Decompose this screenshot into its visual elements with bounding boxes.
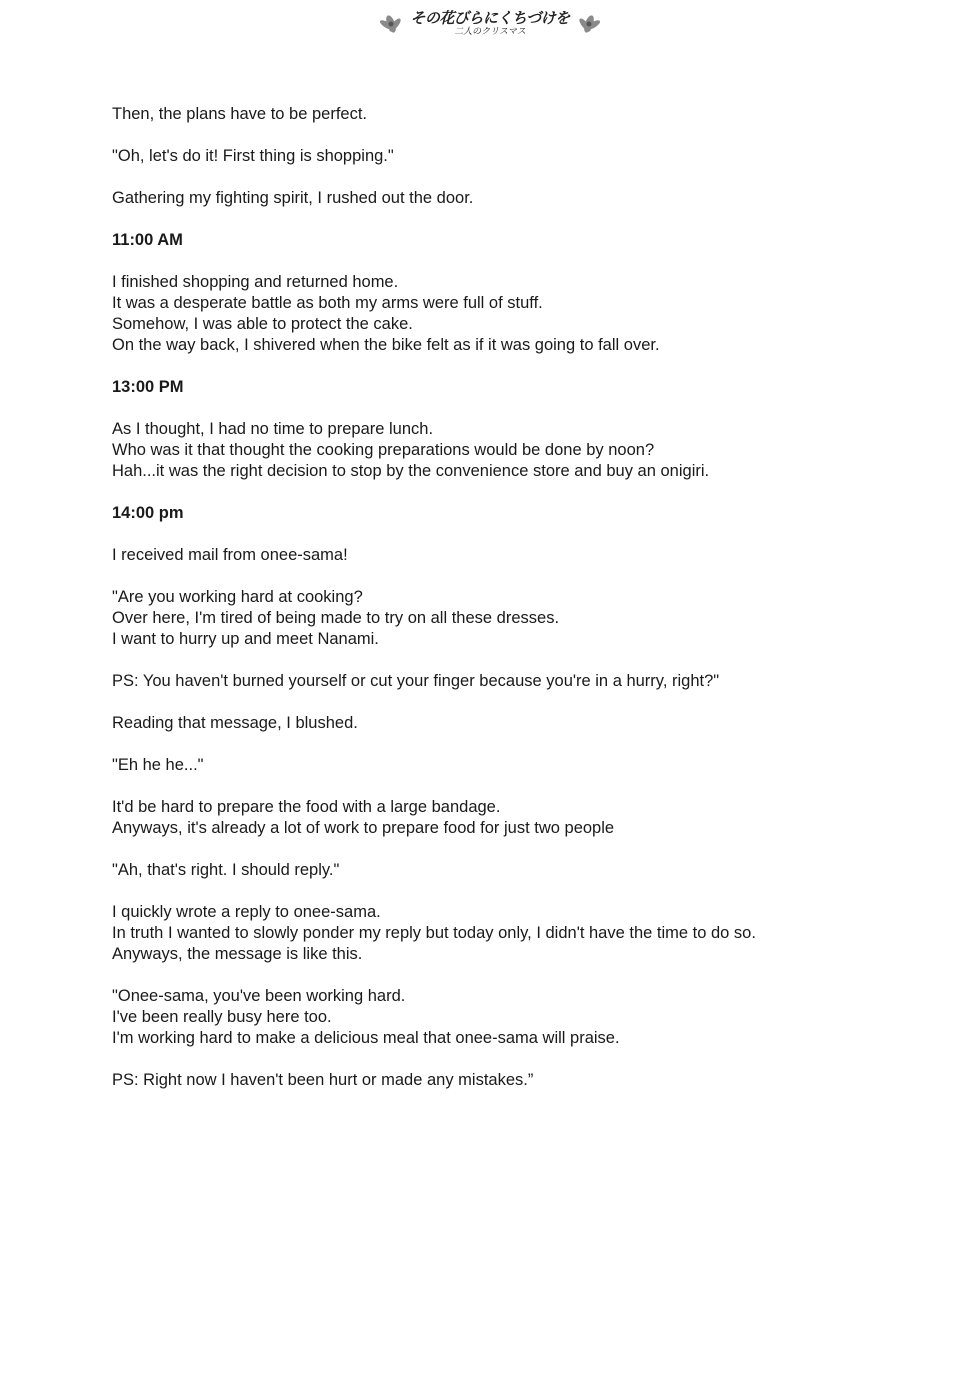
story-text	[112, 104, 912, 1112]
text-line: I've been really busy here too.	[112, 1008, 332, 1026]
text-line: Anyways, it's already a lot of work to prepare food for just two people	[112, 819, 615, 837]
flower-ornament-right-icon	[574, 12, 604, 36]
text-line: "Onee-sama, you've been working hard.	[112, 987, 406, 1005]
text-line: It was a desperate battle as both my arms were full of stuff.	[112, 294, 543, 312]
flower-ornament-left-icon	[376, 12, 406, 36]
text-line: "Are you working hard at cooking?	[112, 588, 363, 606]
text-line: I want to hurry up and meet Nanami.	[112, 630, 379, 648]
text-line: Hah...it was the right decision to stop by the convenience store and buy an onigiri.	[112, 462, 710, 480]
text-line: On the way back, I shivered when the bike felt as if it was going to fall over.	[112, 336, 660, 354]
text-line: Anyways, the message is like this.	[112, 945, 363, 963]
paragraph: Gathering my fighting spirit, I rushed out the door.	[112, 189, 474, 207]
text-line: I quickly wrote a reply to onee-sama.	[112, 903, 381, 921]
page-header	[0, 6, 980, 42]
text-line: I'm working hard to make a delicious meal that onee-sama will praise.	[112, 1029, 620, 1047]
text-line: Who was it that thought the cooking preparations would be done by noon?	[112, 441, 655, 459]
time-heading: 13:00 PM	[112, 378, 184, 396]
paragraph: PS: Right now I haven't been hurt or made any mistakes.”	[112, 1071, 534, 1089]
paragraph: "Eh he he..."	[112, 756, 204, 774]
paragraph: Reading that message, I blushed.	[112, 714, 358, 732]
time-heading: 14:00 pm	[112, 504, 184, 522]
paragraph: Then, the plans have to be perfect.	[112, 105, 368, 123]
text-line: Somehow, I was able to protect the cake.	[112, 315, 413, 333]
paragraph: "Oh, let's do it! First thing is shopping."	[112, 147, 394, 165]
paragraph	[112, 797, 912, 839]
header-title: その花びらにくちづけを	[410, 9, 570, 27]
text-line: It'd be hard to prepare the food with a large bandage.	[112, 798, 501, 816]
text-line: As I thought, I had no time to prepare lunch.	[112, 420, 434, 438]
paragraph	[112, 419, 912, 482]
paragraph	[112, 986, 912, 1049]
header-subtitle: 二人のクリスマス	[454, 27, 526, 37]
text-line: Over here, I'm tired of being made to try on all these dresses.	[112, 609, 560, 627]
header-logo	[376, 11, 603, 37]
text-line: In truth I wanted to slowly ponder my reply but today only, I didn't have the time to do so.	[112, 924, 756, 942]
paragraph	[112, 587, 912, 650]
paragraph	[112, 902, 912, 965]
paragraph: PS: You haven't burned yourself or cut your finger because you're in a hurry, right?"	[112, 672, 720, 690]
paragraph: I received mail from onee-sama!	[112, 546, 348, 564]
paragraph	[112, 272, 912, 356]
time-heading: 11:00 AM	[112, 231, 183, 249]
paragraph: "Ah, that's right. I should reply."	[112, 861, 340, 879]
text-line: I finished shopping and returned home.	[112, 273, 399, 291]
